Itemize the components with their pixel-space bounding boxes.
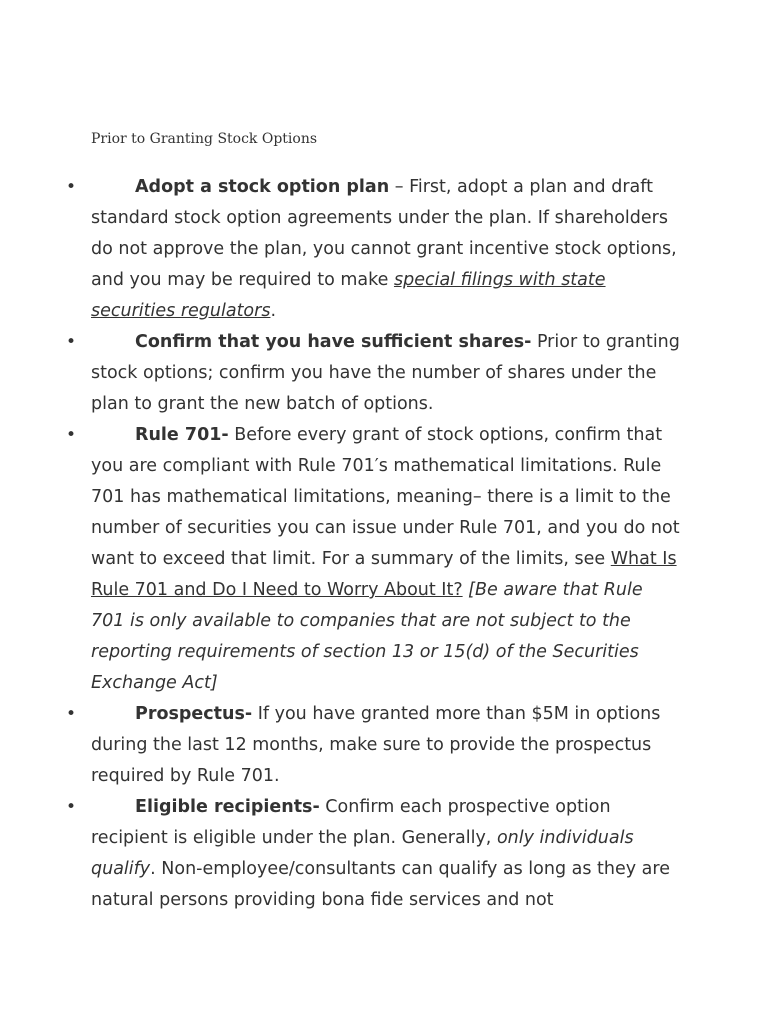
- item-text: Before every grant of stock options, confirm that you are compliant with Rule 701′s mathematical limitations. Rule 701 has mathematical limitations, meaning– there is a limit to the number of securities you can issue under Rule 701, and you do not want to exceed that limit. For a summary of the limits, see: [91, 425, 680, 569]
- list-item: [0, 792, 681, 916]
- bullet-list: [0, 172, 768, 916]
- item-italic: only individuals qualify: [91, 828, 634, 879]
- list-item: [0, 327, 681, 420]
- bullet-icon: •: [66, 177, 77, 197]
- rule-701-link[interactable]: What Is Rule 701 and Do I Need to Worry About It?: [91, 549, 677, 600]
- section-heading: Prior to Granting Stock Options: [91, 131, 318, 147]
- item-italic-note: [Be aware that Rule 701 is only available to companies that are not subject to the reporting requirements of section 13 or 15(d) of the Securities Exchange Act]: [91, 580, 643, 693]
- list-item: [0, 699, 681, 792]
- item-title: Eligible recipients-: [135, 797, 320, 817]
- item-title: Rule 701-: [135, 425, 229, 445]
- item-text: First, adopt a plan and draft: [409, 177, 653, 197]
- item-title: Prospectus-: [135, 704, 253, 724]
- item-text: If you have granted more than $5M in options during the last 12 months, make sure to provide the prospectus required by Rule 701.: [91, 704, 661, 786]
- item-text: standard stock option agreements under the plan. If shareholders do not approve the plan, you cannot grant incentive stock options, and you may be required to make: [91, 208, 677, 290]
- bullet-icon: •: [66, 704, 77, 724]
- item-text: Prior to granting stock options; confirm you have the number of shares under the plan to grant the new batch of options.: [91, 332, 680, 414]
- item-text-end: .: [270, 301, 277, 321]
- item-text-end: . Non-employee/consultants can qualify as long as they are natural persons providing bona fide services and not: [91, 859, 670, 910]
- item-title: Confirm that you have sufficient shares-: [135, 332, 532, 352]
- item-text: Confirm each prospective option recipient is eligible under the plan. Generally,: [91, 797, 611, 848]
- list-item: [0, 172, 681, 327]
- item-dash: –: [389, 177, 410, 197]
- bullet-icon: •: [66, 332, 77, 352]
- list-item: [0, 420, 681, 699]
- bullet-icon: •: [66, 797, 77, 817]
- bullet-icon: •: [66, 425, 77, 445]
- item-title: Adopt a stock option plan: [135, 177, 390, 197]
- special-filings-link[interactable]: special filings with state securities regulators: [91, 270, 606, 321]
